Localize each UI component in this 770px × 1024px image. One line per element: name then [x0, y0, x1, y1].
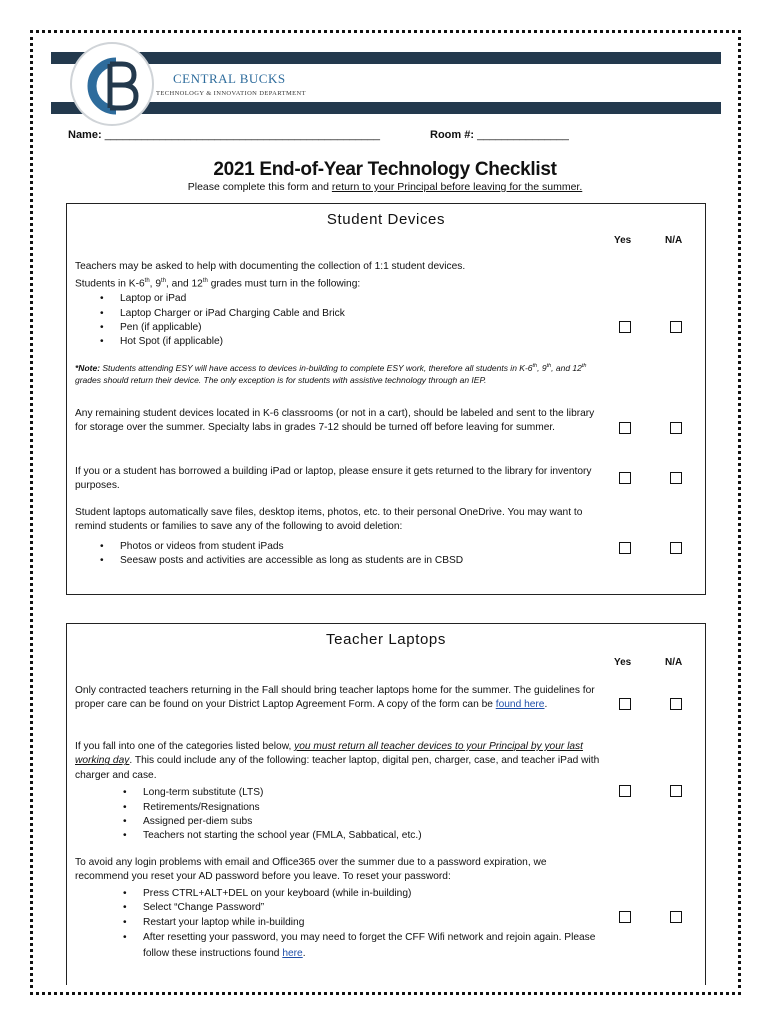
checkbox-yes-borrowed-devices[interactable]	[619, 472, 631, 484]
name-field[interactable]	[68, 129, 380, 141]
org-name: CENTRAL BUCKS	[173, 71, 286, 86]
list-item: • Assigned per-diem subs	[143, 815, 600, 829]
list-item: • Retirements/Resignations	[143, 801, 600, 815]
subtitle-prefix: Please complete this form and	[187, 181, 332, 193]
esy-note: *Note: Students attending ESY will have access to devices in-building to complete ESY work, therefore all students in K-6th, 9th, and 12th grades should return their device. The only exception is for students with assistive technology through an IEP.	[75, 362, 587, 386]
list-item: • Laptop or iPad	[120, 292, 600, 306]
list-item: • Photos or videos from student iPads	[120, 540, 600, 554]
student-item-onedrive: Student laptops automatically save files, desktop items, photos, etc. to their personal OneDrive. You may want to remind students or families to save any of the following to avoid deletion: • Photos or videos from student iPads • Seesaw posts and activities are accessible as long as students are in CBSD	[75, 506, 600, 569]
found-here-link[interactable]: found here	[495, 699, 545, 711]
org-department: TECHNOLOGY & INNOVATION DEPARTMENT	[156, 90, 307, 97]
list-item: • Select “Change Password”	[143, 901, 600, 915]
list-item: • Pen (if applicable)	[120, 321, 600, 335]
list-item: • Seesaw posts and activities are accessible as long as students are in CBSD	[120, 554, 600, 568]
student-devices-section	[66, 203, 706, 595]
return-categories-list	[143, 786, 600, 844]
list-item: • Restart your laptop while in-building	[143, 916, 600, 930]
instructions-here-link[interactable]: here	[282, 948, 303, 960]
checkbox-yes-laptops-home[interactable]	[619, 698, 631, 710]
checkbox-na-return-devices[interactable]	[670, 785, 682, 797]
checkbox-na-password-reset[interactable]	[670, 911, 682, 923]
room-field[interactable]	[430, 129, 569, 141]
checkbox-na-laptops-home[interactable]	[670, 698, 682, 710]
name-label: Name:	[68, 129, 102, 141]
checkbox-yes-password-reset[interactable]	[619, 911, 631, 923]
cb-logo	[70, 42, 154, 126]
password-steps-list	[143, 887, 600, 962]
student-item-collection: Teachers may be asked to help with documenting the collection of 1:1 student devices. Students in K-6th, 9th, and 12th grades must turn in the following: • Laptop or iPad • Laptop Charger or iPad Charging Cable and Brick • Pen (if applicable) • Hot Spot (if applicable)	[75, 260, 600, 350]
list-item: • Long-term substitute (LTS)	[143, 786, 600, 800]
checkbox-na-collection[interactable]	[670, 321, 682, 333]
checkbox-na-remaining-devices[interactable]	[670, 422, 682, 434]
checkbox-yes-remaining-devices[interactable]	[619, 422, 631, 434]
document-title: 2021 End-of-Year Technology Checklist	[213, 159, 557, 180]
teacher-item-return-devices: If you fall into one of the categories listed below, you must return all teacher devices to your Principal by your last working day. This could include any of the following: teacher laptop, digital pen, charger, case, and teacher iPad with charger and case. • Long-term substitute (LTS) • Retirements/Resignations • Assigned per-diem subs • Teachers not starting the school year (FMLA, Sabbatical, etc.)	[75, 740, 600, 844]
checkbox-yes-return-devices[interactable]	[619, 785, 631, 797]
collection-bullet-list	[120, 292, 600, 350]
col-yes-header: Yes	[614, 657, 632, 668]
list-item: • After resetting your password, you may need to forget the CFF Wifi network and rejoin again. Please follow these instructions found here.	[143, 930, 600, 962]
list-item: • Press CTRL+ALT+DEL on your keyboard (while in-building)	[143, 887, 600, 901]
onedrive-bullet-list	[120, 540, 600, 569]
teacher-laptops-section	[66, 623, 706, 985]
col-na-header: N/A	[665, 657, 683, 668]
subtitle-underlined: return to your Principal before leaving for the summer.	[331, 181, 583, 193]
list-item: • Hot Spot (if applicable)	[120, 335, 600, 349]
name-blank-line[interactable]: _____________________________________________	[104, 129, 380, 141]
list-item: • Teachers not starting the school year (FMLA, Sabbatical, etc.)	[143, 829, 600, 843]
student-item-remaining-devices: Any remaining student devices located in K-6 classrooms (or not in a cart), should be labeled and sent to the library for storage over the summer. Specialty labs in grades 7-12 should be turned off before leaving for summer.	[75, 408, 595, 434]
cb-logo-mark-icon	[76, 48, 152, 124]
room-blank-line[interactable]: _______________	[477, 129, 569, 141]
teacher-item-password-reset: To avoid any login problems with email and Office365 over the summer due to a password expiration, we recommend you reset your AD password before you leave. To reset your password: • Press CTRL+ALT+DEL on your keyboard (while in-building) • Select “Change Password” • Restart your laptop while in-building • After resetting your password, you may need to forget the CFF Wifi network and rejoin again. Please follow these instructions found here.	[75, 856, 600, 962]
student-devices-title: Student Devices	[326, 211, 446, 228]
checkbox-yes-onedrive[interactable]	[619, 542, 631, 554]
col-na-header: N/A	[665, 235, 683, 246]
checkbox-na-borrowed-devices[interactable]	[670, 472, 682, 484]
teacher-item-laptops-home: Only contracted teachers returning in the Fall should bring teacher laptops home for the summer. The guidelines for proper care can be found on your District Laptop Agreement Form. A copy of the form can be found here.	[75, 685, 595, 711]
teacher-laptops-title: Teacher Laptops	[326, 631, 446, 648]
document-subtitle	[0, 181, 770, 193]
col-yes-header: Yes	[614, 235, 632, 246]
student-item-borrowed-devices: If you or a student has borrowed a building iPad or laptop, please ensure it gets returned to the library for inventory purposes.	[75, 466, 592, 492]
room-label: Room #:	[430, 129, 474, 141]
list-item: • Laptop Charger or iPad Charging Cable and Brick	[120, 307, 600, 321]
checkbox-na-onedrive[interactable]	[670, 542, 682, 554]
checkbox-yes-collection[interactable]	[619, 321, 631, 333]
